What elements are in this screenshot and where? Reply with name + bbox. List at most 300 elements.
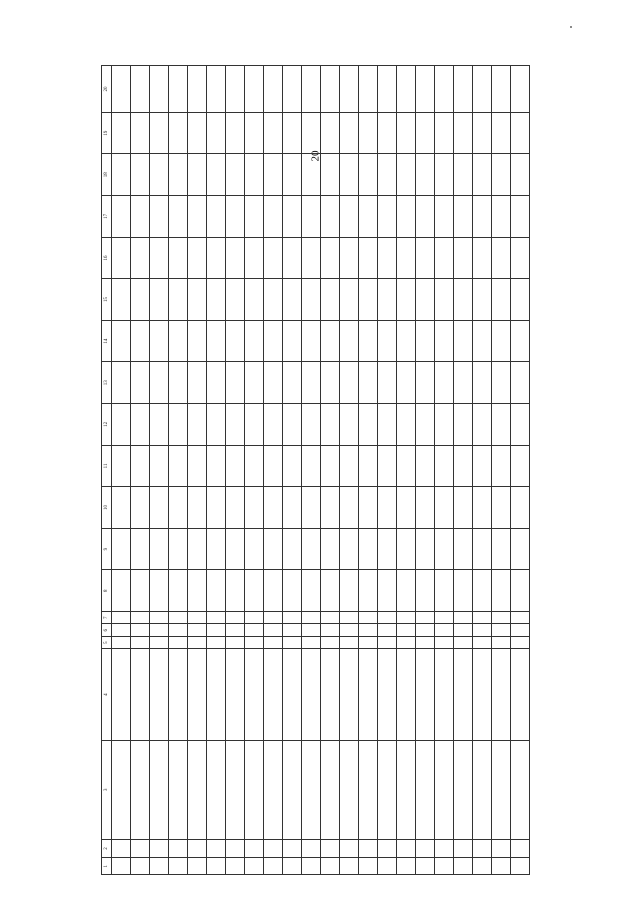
table-cell: [131, 636, 150, 648]
table-cell: [473, 611, 492, 623]
table-cell: [473, 624, 492, 636]
column-number-cell: 7: [102, 611, 112, 623]
table-cell: [321, 66, 340, 113]
table-cell: [245, 196, 264, 238]
table-cell: [378, 528, 397, 570]
table-cell: [302, 404, 321, 446]
table-cell: [359, 362, 378, 404]
table-cell: [207, 839, 226, 858]
table-cell: [188, 362, 207, 404]
table-cell: [359, 649, 378, 741]
table-cell: [340, 624, 359, 636]
rotated-table-container: [101, 65, 521, 875]
table-cell: [283, 154, 302, 196]
table-cell: [302, 445, 321, 487]
table-cell: [207, 237, 226, 279]
table-cell: [359, 624, 378, 636]
column-number-cell: 14: [102, 320, 112, 362]
table-cell: [131, 445, 150, 487]
table-cell: [112, 279, 131, 321]
table-cell: [473, 487, 492, 529]
table-row: [321, 66, 340, 875]
table-cell: [302, 649, 321, 741]
table-cell: [283, 624, 302, 636]
table-cell: [473, 528, 492, 570]
table-cell: [207, 66, 226, 113]
table-cell: [511, 611, 530, 623]
table-cell: [340, 858, 359, 875]
table-cell: [340, 66, 359, 113]
table-row: [188, 66, 207, 875]
table-cell: [511, 362, 530, 404]
table-cell: [283, 649, 302, 741]
table-cell: [492, 487, 511, 529]
table-cell: [397, 404, 416, 446]
table-cell: [511, 649, 530, 741]
table-cell: [435, 320, 454, 362]
table-cell: [473, 279, 492, 321]
table-cell: [340, 611, 359, 623]
table-cell: [112, 66, 131, 113]
table-cell: [245, 858, 264, 875]
table-cell: [492, 649, 511, 741]
table-cell: [302, 858, 321, 875]
table-cell: [245, 404, 264, 446]
column-number-cell: 17: [102, 196, 112, 238]
table-cell: [416, 649, 435, 741]
table-cell: [454, 611, 473, 623]
table-cell: [416, 611, 435, 623]
table-cell: [169, 362, 188, 404]
table-row: [169, 66, 188, 875]
table-cell: [188, 279, 207, 321]
table-cell: [302, 279, 321, 321]
table-cell: [150, 404, 169, 446]
table-cell: [378, 445, 397, 487]
table-cell: [454, 570, 473, 612]
table-cell: [112, 196, 131, 238]
table-cell: [207, 636, 226, 648]
table-cell: [169, 237, 188, 279]
table-cell: [150, 66, 169, 113]
table-cell: [397, 624, 416, 636]
table-cell: [321, 740, 340, 839]
column-number-row: [102, 66, 112, 875]
table-cell: [245, 839, 264, 858]
table-cell: [188, 237, 207, 279]
table-cell: [511, 196, 530, 238]
table-cell: [492, 624, 511, 636]
table-cell: [226, 624, 245, 636]
table-cell: [264, 611, 283, 623]
table-cell: [207, 196, 226, 238]
table-cell: [302, 611, 321, 623]
table-cell: [226, 66, 245, 113]
table-cell: [150, 649, 169, 741]
table-cell: [473, 445, 492, 487]
table-cell: [378, 740, 397, 839]
table-cell: [359, 858, 378, 875]
table-cell: [302, 196, 321, 238]
table-cell: [264, 740, 283, 839]
table-cell: [397, 858, 416, 875]
table-cell: [302, 570, 321, 612]
table-cell: [264, 624, 283, 636]
table-cell: [188, 528, 207, 570]
table-cell: [435, 858, 454, 875]
table-cell: [245, 320, 264, 362]
table-cell: [226, 740, 245, 839]
table-cell: [340, 636, 359, 648]
column-number-cell: 4: [102, 649, 112, 741]
table-cell: [207, 404, 226, 446]
table-cell: [264, 528, 283, 570]
table-cell: [454, 740, 473, 839]
table-cell: [511, 570, 530, 612]
table-cell: [264, 445, 283, 487]
table-cell: [340, 528, 359, 570]
table-cell: [397, 636, 416, 648]
table-cell: [454, 279, 473, 321]
table-cell: [188, 320, 207, 362]
table-cell: [378, 112, 397, 154]
table-cell: [283, 404, 302, 446]
table-cell: [473, 404, 492, 446]
table-cell: [416, 320, 435, 362]
column-number-cell: 10: [102, 487, 112, 529]
table-cell: [321, 528, 340, 570]
table-cell: [473, 320, 492, 362]
table-cell: [492, 636, 511, 648]
table-cell: [226, 858, 245, 875]
table-cell: [169, 624, 188, 636]
table-cell: [321, 404, 340, 446]
table-cell: [245, 66, 264, 113]
table-cell: [340, 362, 359, 404]
column-number-cell: 20: [102, 66, 112, 113]
table-cell: [207, 445, 226, 487]
table-cell: [207, 279, 226, 321]
table-cell: [264, 487, 283, 529]
table-cell: [492, 237, 511, 279]
table-cell: [226, 404, 245, 446]
table-cell: [378, 649, 397, 741]
table-cell: [435, 279, 454, 321]
table-cell: [131, 487, 150, 529]
table-cell: [321, 636, 340, 648]
table-cell: [492, 611, 511, 623]
column-number-cell: 5: [102, 636, 112, 648]
table-cell: [454, 404, 473, 446]
table-cell: [150, 196, 169, 238]
table-cell: [435, 404, 454, 446]
table-cell: [435, 740, 454, 839]
table-cell: [283, 858, 302, 875]
table-cell: [207, 320, 226, 362]
table-cell: [454, 320, 473, 362]
column-number-cell: 12: [102, 404, 112, 446]
table-cell: [302, 112, 321, 154]
table-cell: [150, 740, 169, 839]
table-cell: [131, 624, 150, 636]
table-cell: [454, 624, 473, 636]
table-cell: [207, 570, 226, 612]
table-cell: [131, 611, 150, 623]
table-cell: [188, 858, 207, 875]
table-cell: [150, 154, 169, 196]
table-cell: [359, 636, 378, 648]
table-cell: [264, 279, 283, 321]
column-number-cell: 3: [102, 740, 112, 839]
table-cell: [169, 154, 188, 196]
table-cell: [454, 487, 473, 529]
table-cell: [340, 740, 359, 839]
table-cell: [283, 636, 302, 648]
table-cell: [321, 445, 340, 487]
table-cell: [416, 858, 435, 875]
table-cell: [397, 320, 416, 362]
table-cell: [473, 839, 492, 858]
table-cell: [226, 237, 245, 279]
table-cell: [416, 279, 435, 321]
table-cell: [435, 487, 454, 529]
table-cell: [416, 445, 435, 487]
table-cell: [340, 570, 359, 612]
table-cell: [169, 636, 188, 648]
table-cell: [511, 858, 530, 875]
table-cell: [340, 196, 359, 238]
table-cell: [511, 279, 530, 321]
table-cell: [245, 636, 264, 648]
table-cell: [340, 279, 359, 321]
table-cell: [359, 839, 378, 858]
table-cell: [302, 528, 321, 570]
table-cell: [378, 858, 397, 875]
table-cell: [416, 528, 435, 570]
table-cell: [188, 154, 207, 196]
table-row: [150, 66, 169, 875]
table-cell: [131, 570, 150, 612]
table-cell: [169, 112, 188, 154]
table-cell: [302, 66, 321, 113]
table-cell: [226, 196, 245, 238]
table-cell: [169, 611, 188, 623]
table-cell: [283, 320, 302, 362]
table-cell: [359, 237, 378, 279]
table-cell: [226, 528, 245, 570]
table-cell: [492, 320, 511, 362]
table-cell: [340, 487, 359, 529]
table-cell: [359, 66, 378, 113]
table-cell: [416, 404, 435, 446]
table-row: [340, 66, 359, 875]
table-cell: [454, 112, 473, 154]
table-cell: [131, 320, 150, 362]
table-cell: [131, 66, 150, 113]
table-cell: [511, 154, 530, 196]
table-cell: [283, 611, 302, 623]
table-cell: [188, 487, 207, 529]
column-number-cell: 9: [102, 528, 112, 570]
table-cell: [492, 839, 511, 858]
table-cell: [283, 66, 302, 113]
table-cell: [245, 445, 264, 487]
table-cell: [112, 487, 131, 529]
table-cell: [340, 112, 359, 154]
table-cell: [131, 154, 150, 196]
table-cell: [264, 112, 283, 154]
table-cell: [112, 611, 131, 623]
table-cell: [302, 362, 321, 404]
table-cell: [112, 445, 131, 487]
table-cell: [302, 740, 321, 839]
table-cell: [416, 112, 435, 154]
table-cell: [473, 649, 492, 741]
table-cell: [302, 839, 321, 858]
table-cell: [492, 66, 511, 113]
table-cell: [397, 445, 416, 487]
table-cell: [283, 528, 302, 570]
table-cell: [131, 740, 150, 839]
table-cell: [492, 196, 511, 238]
table-cell: [340, 154, 359, 196]
table-cell: [359, 528, 378, 570]
table-cell: [454, 66, 473, 113]
table-cell: [340, 839, 359, 858]
table-cell: [226, 649, 245, 741]
table-cell: [359, 279, 378, 321]
table-cell: [207, 624, 226, 636]
table-cell: [321, 839, 340, 858]
table-cell: [378, 487, 397, 529]
table-cell: [473, 570, 492, 612]
table-cell: [473, 636, 492, 648]
table-cell: [416, 636, 435, 648]
table-cell: [264, 839, 283, 858]
scan-speck: [570, 26, 572, 28]
table-cell: [264, 636, 283, 648]
table-cell: [359, 487, 378, 529]
table-cell: [321, 112, 340, 154]
table-cell: [207, 528, 226, 570]
table-cell: [416, 487, 435, 529]
column-number-cell: 6: [102, 624, 112, 636]
table-row: [207, 66, 226, 875]
table-row: [454, 66, 473, 875]
table-cell: [188, 66, 207, 113]
table-cell: [416, 196, 435, 238]
table-cell: [435, 570, 454, 612]
table-cell: [188, 196, 207, 238]
table-cell: [378, 320, 397, 362]
table-cell: [416, 362, 435, 404]
table-cell: [492, 279, 511, 321]
column-number-cell: 11: [102, 445, 112, 487]
table-cell: [150, 487, 169, 529]
table-cell: [226, 362, 245, 404]
table-cell: [435, 154, 454, 196]
table-cell: [131, 196, 150, 238]
table-cell: [226, 445, 245, 487]
table-cell: [378, 624, 397, 636]
table-cell: [321, 196, 340, 238]
table-cell: [511, 624, 530, 636]
table-cell: [245, 611, 264, 623]
table-cell: [435, 112, 454, 154]
table-cell: [226, 154, 245, 196]
table-cell: [150, 362, 169, 404]
table-cell: [397, 154, 416, 196]
table-cell: [131, 237, 150, 279]
table-cell: [169, 487, 188, 529]
table-cell: [169, 528, 188, 570]
column-number-cell: 13: [102, 362, 112, 404]
table-row: [264, 66, 283, 875]
table-cell: [188, 740, 207, 839]
table-cell: [112, 624, 131, 636]
table-cell: [473, 112, 492, 154]
table-cell: [397, 611, 416, 623]
table-cell: [169, 649, 188, 741]
table-cell: [378, 570, 397, 612]
table-cell: [473, 237, 492, 279]
table-cell: [473, 196, 492, 238]
table-cell: [112, 237, 131, 279]
table-row: [435, 66, 454, 875]
table-cell: [131, 858, 150, 875]
table-cell: [359, 740, 378, 839]
table-cell: [416, 624, 435, 636]
table-row: [378, 66, 397, 875]
table-cell: [340, 404, 359, 446]
table-cell: [150, 112, 169, 154]
table-cell: [397, 362, 416, 404]
table-cell: [188, 636, 207, 648]
table-cell: [397, 66, 416, 113]
table-cell: [169, 740, 188, 839]
table-body: [112, 66, 530, 875]
table-row: [473, 66, 492, 875]
table-cell: [112, 320, 131, 362]
table-cell: [150, 858, 169, 875]
table-cell: [378, 237, 397, 279]
table-cell: [264, 404, 283, 446]
table-cell: [188, 611, 207, 623]
table-cell: [245, 154, 264, 196]
table-row: [416, 66, 435, 875]
table-cell: [435, 362, 454, 404]
table-cell: [511, 636, 530, 648]
table-cell: [397, 487, 416, 529]
table-cell: [454, 528, 473, 570]
table-cell: [226, 320, 245, 362]
table-cell: [511, 237, 530, 279]
table-cell: [397, 237, 416, 279]
table-cell: [150, 279, 169, 321]
table-cell: [359, 570, 378, 612]
table-cell: [397, 112, 416, 154]
table-cell: [397, 279, 416, 321]
table-cell: [321, 320, 340, 362]
table-cell: [435, 528, 454, 570]
table-cell: [321, 649, 340, 741]
table-cell: [226, 570, 245, 612]
table-cell: [511, 66, 530, 113]
table-cell: [245, 237, 264, 279]
table-cell: [188, 839, 207, 858]
table-cell: [169, 445, 188, 487]
table-cell: [226, 487, 245, 529]
